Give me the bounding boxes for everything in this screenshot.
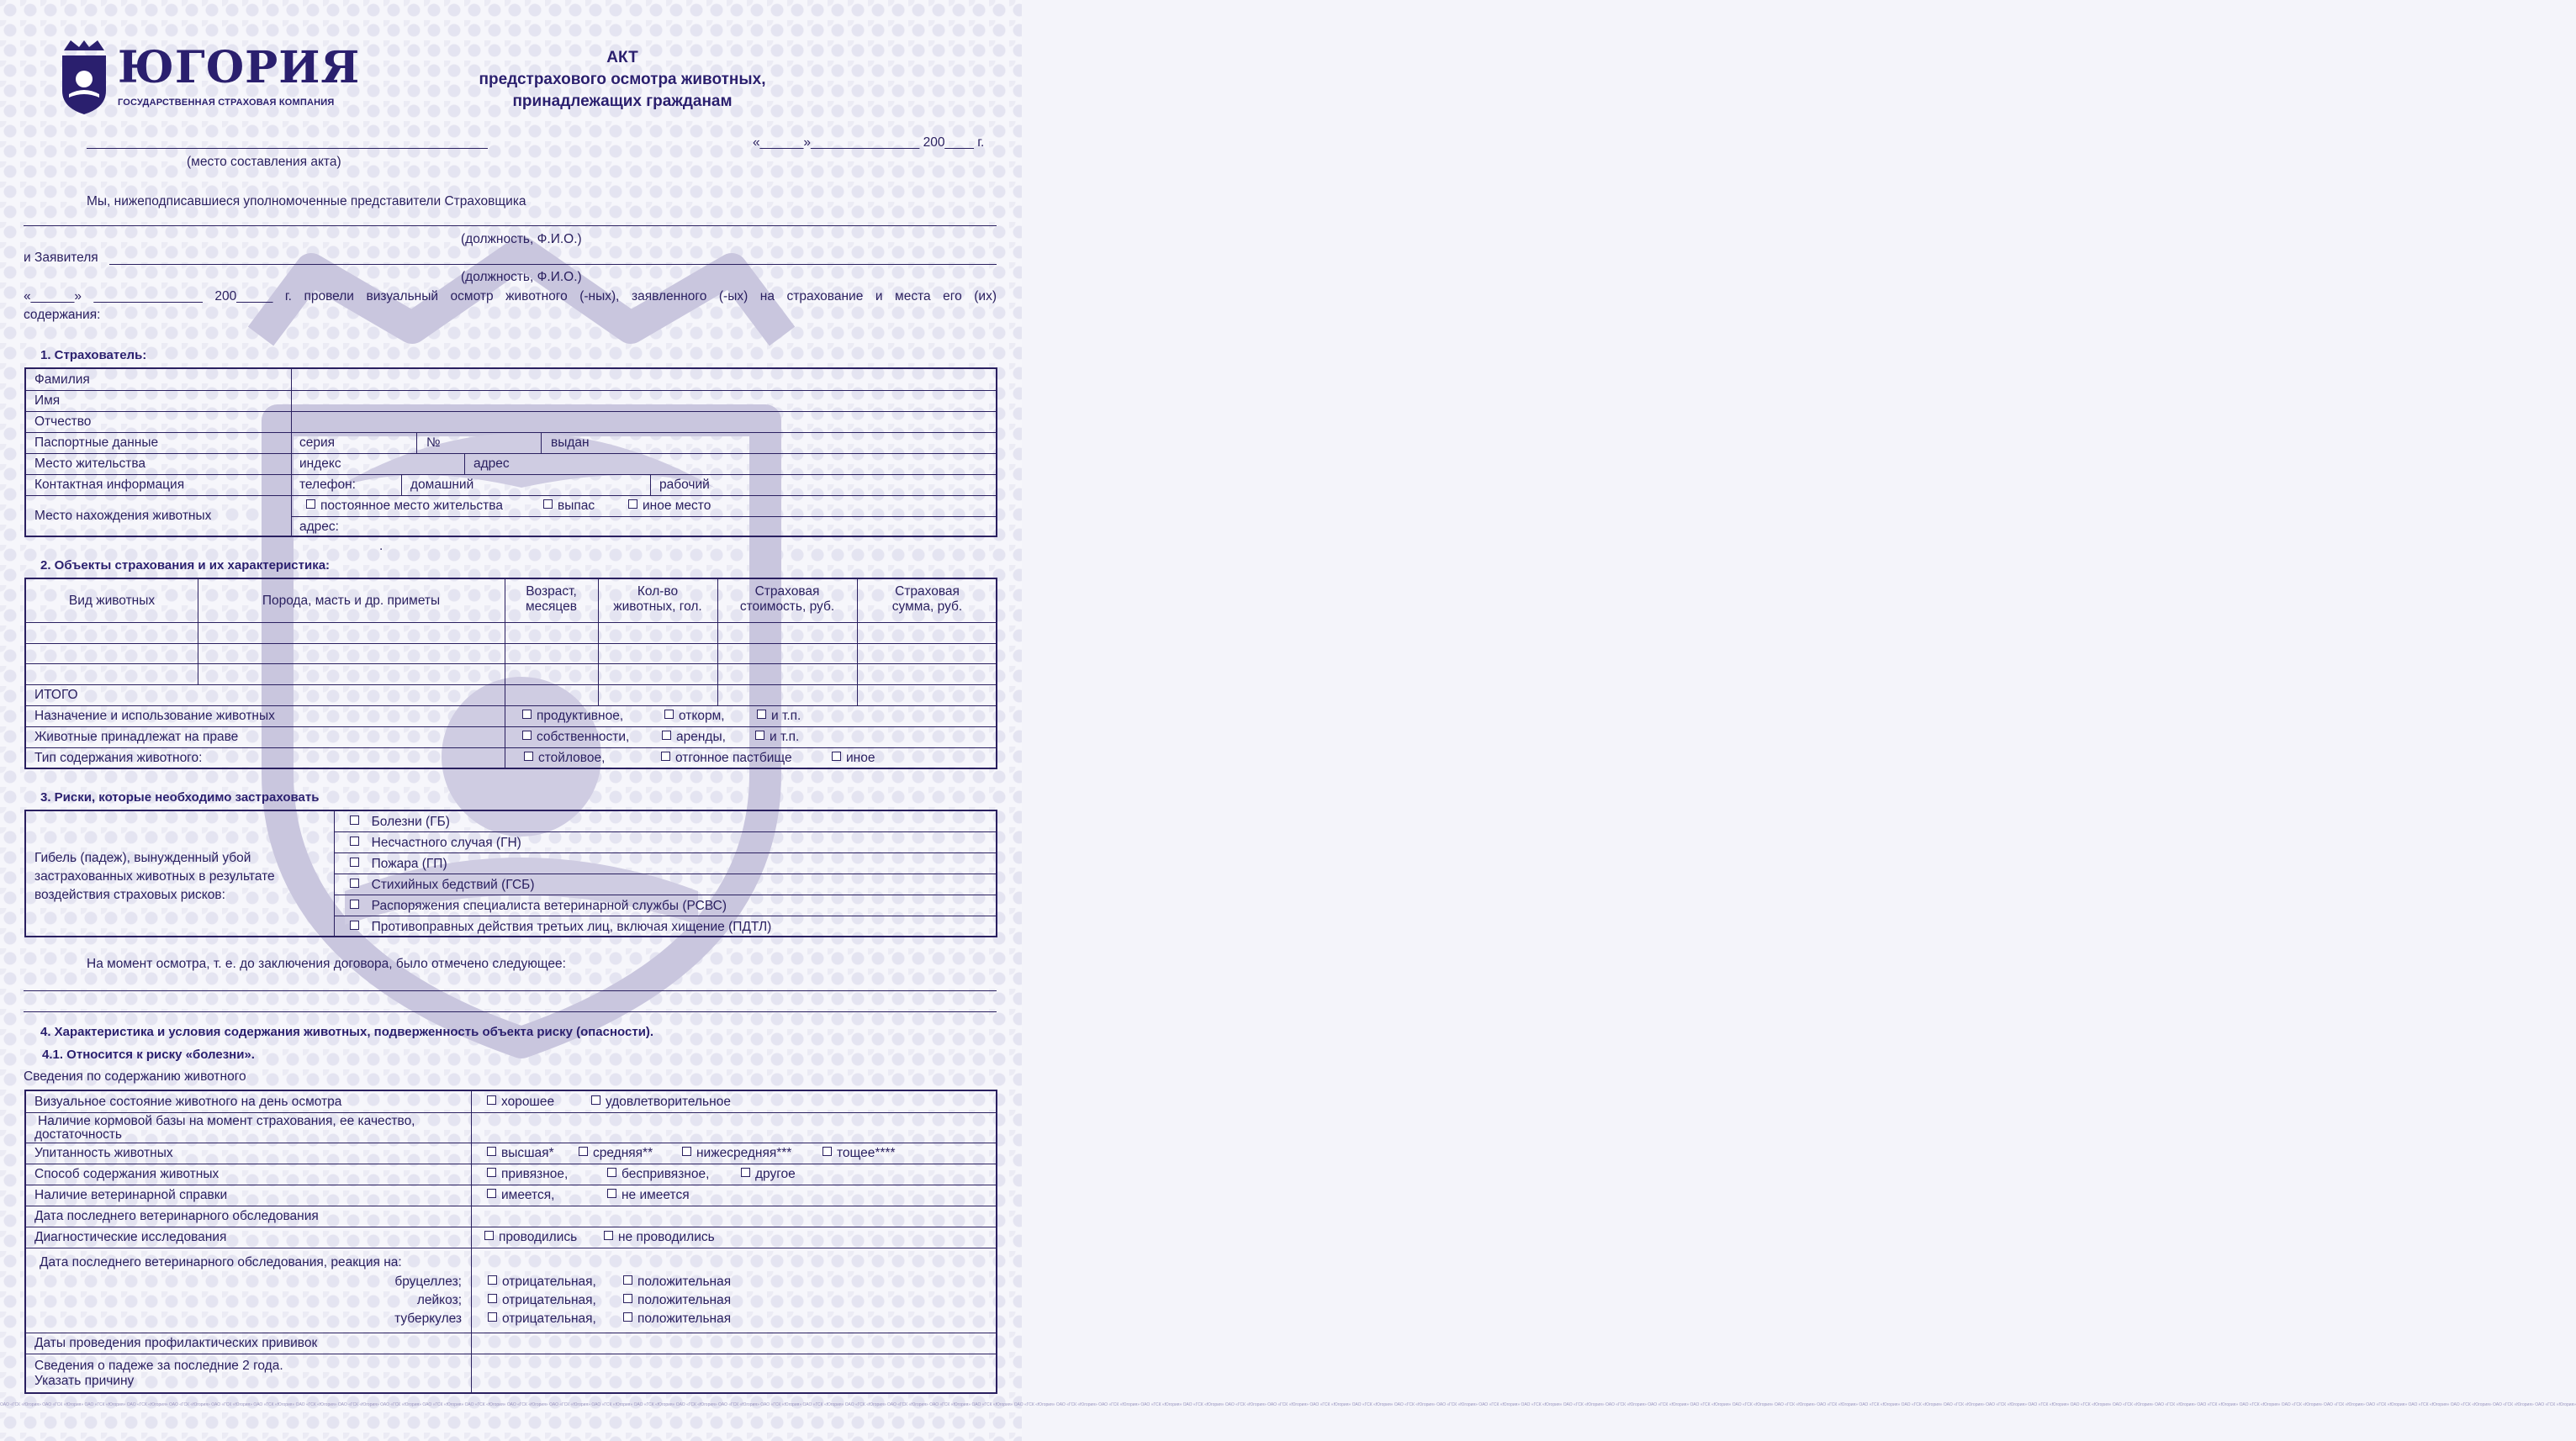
- surname-label: Фамилия: [34, 372, 90, 387]
- checkbox[interactable]: [607, 1168, 616, 1177]
- checkbox[interactable]: [522, 731, 532, 740]
- checkbox[interactable]: [755, 731, 764, 740]
- right-ownership-option[interactable]: собственности,: [522, 730, 629, 745]
- passport-series-label: серия: [299, 435, 336, 450]
- section-3-title: 3. Риски, которые необходимо застраховать: [40, 790, 320, 805]
- keeping-stall-option[interactable]: стойловое,: [524, 751, 605, 766]
- last-exam-label: Дата последнего ветеринарного обследования: [34, 1209, 319, 1223]
- leukosis-positive-option[interactable]: положительная: [623, 1293, 731, 1308]
- risk-disease-option[interactable]: Болезни (ГБ): [350, 815, 450, 830]
- method-untethered-option[interactable]: беспривязное,: [607, 1167, 709, 1182]
- representatives-text: Мы, нижеподписавшиеся уполномоченные представители Страховщика: [87, 194, 526, 208]
- name-label: Имя: [34, 393, 61, 408]
- checkbox[interactable]: [661, 752, 670, 761]
- location-pasture-option[interactable]: выпас: [543, 499, 595, 514]
- checkbox[interactable]: [628, 499, 637, 509]
- visual-satisfactory-option[interactable]: удовлетворительное: [591, 1095, 731, 1110]
- checkbox[interactable]: [350, 921, 359, 930]
- brucellosis-label: бруцеллез;: [394, 1275, 462, 1289]
- checkbox[interactable]: [487, 1095, 496, 1105]
- representatives-line[interactable]: [24, 225, 997, 226]
- checkbox[interactable]: [488, 1312, 497, 1322]
- checkbox[interactable]: [522, 710, 532, 719]
- brucellosis-negative-option[interactable]: отрицательная,: [488, 1275, 596, 1290]
- applicant-label: и Заявителя: [24, 251, 98, 265]
- contact-label: Контактная информация: [34, 478, 185, 492]
- checkbox[interactable]: [604, 1231, 613, 1240]
- reaction-label: Дата последнего ветеринарного обследования, реакция на:: [40, 1255, 402, 1269]
- risk-fire-option[interactable]: Пожара (ГП): [350, 857, 447, 872]
- title-line-1: АКТ: [606, 49, 638, 66]
- deaths-label: Сведения о падеже за последние 2 года. Указать причину: [34, 1359, 283, 1388]
- checkbox[interactable]: [623, 1312, 632, 1322]
- tuberculosis-label: туберкулез: [394, 1312, 462, 1326]
- keeping-pasture-option[interactable]: отгонное пастбище: [661, 751, 792, 766]
- observation-line-1[interactable]: [24, 990, 997, 991]
- checkbox[interactable]: [543, 499, 553, 509]
- risk-vet-order-option[interactable]: Распоряжения специалиста ветеринарной службы (РСВС): [350, 899, 727, 914]
- checkbox[interactable]: [488, 1294, 497, 1303]
- insured-table: [24, 367, 997, 537]
- risk-third-party-option[interactable]: Противоправных действия третьих лиц, включая хищение (ПДТЛ): [350, 920, 771, 935]
- checkbox[interactable]: [350, 900, 359, 909]
- col-breed: Порода, масть и др. приметы: [262, 594, 441, 608]
- patronymic-label: Отчество: [34, 414, 92, 429]
- checkbox[interactable]: [524, 752, 533, 761]
- purpose-etc-option[interactable]: и т.п.: [757, 709, 801, 724]
- col-age: Возраст, месяцев: [526, 584, 577, 614]
- checkbox[interactable]: [823, 1147, 832, 1156]
- checkbox[interactable]: [487, 1189, 496, 1198]
- checkbox[interactable]: [623, 1275, 632, 1285]
- cert-no-option[interactable]: не имеется: [607, 1188, 690, 1203]
- risks-left-label: Гибель (падеж), вынужденный убой застрахованных животных в результате воздействия страховых рисков:: [34, 851, 275, 902]
- fatness-high-option[interactable]: высшая*: [487, 1146, 554, 1161]
- col-kind: Вид животных: [68, 594, 156, 608]
- location-other-option[interactable]: иное место: [628, 499, 711, 514]
- applicant-line[interactable]: [109, 264, 997, 265]
- footer-microtext: ОАО «ГСК «Югория» ОАО «ГСК «Югория» ОАО «ГСК «Югория» ОАО «ГСК «Югория» ОАО «ГСК «Югория» ОАО «ГСК «Югория» ОАО «ГСК «Югория» ОАО «ГСК «Югория» ОАО «ГСК «Югория» ОАО «ГСК «Югория» ОАО «ГСК «Югория» ОАО «ГСК «Югория» ОАО «ГСК «Югория» ОАО «ГСК «Югория» ОАО «ГСК «Югория» ОАО «ГСК «Югория» ОАО «ГСК «Югория» ОАО «ГСК «Югория» ОАО «ГСК «Югория» ОАО «ГСК «Югория» ОАО «ГСК «Югория» ОАО «ГСК «Югория» ОАО «ГСК «Югория» ОАО «ГСК «Югория» ОАО «ГСК «Югория» ОАО «ГСК «Югория» ОАО «ГСК «Югория» ОАО «ГСК «Югория» ОАО «ГСК «Югория» ОАО «ГСК «Югория» ОАО «ГСК «Югория» ОАО «ГСК «Югория» ОАО «ГСК «Югория» ОАО «ГСК «Югория» ОАО «ГСК «Югория» ОАО «ГСК «Югория» ОАО «ГСК «Югория» ОАО «ГСК «Югория» ОАО «ГСК «Югория» ОАО «ГСК «Югория» ОАО «ГСК «Югория» ОАО «ГСК «Югория» ОАО «ГСК «Югория» ОАО «ГСК «Югория» ОАО «ГСК «Югория» ОАО «ГСК «Югория» ОАО «ГСК «Югория» ОАО «ГСК «Югория» ОАО «ГСК «Югория» ОАО «ГСК «Югория» ОАО «ГСК «Югория» ОАО «ГСК «Югория» ОАО «ГСК «Югория» ОАО «ГСК «Югория» ОАО «ГСК «Югория» ОАО «ГСК «Югория» ОАО «ГСК «Югория» ОАО «ГСК «Югория» ОАО «ГСК «Югория» ОАО «ГСК «Югория» ОАО «ГСК «Югория»: [0, 1402, 2576, 1407]
- objects-table: [24, 578, 997, 769]
- location-address-label: адрес:: [299, 520, 339, 534]
- checkbox[interactable]: [350, 837, 359, 846]
- checkbox[interactable]: [623, 1294, 632, 1303]
- position-caption-1: (должность, Ф.И.О.): [461, 232, 582, 246]
- leukosis-label: лейкоз;: [416, 1293, 462, 1307]
- checkbox[interactable]: [350, 879, 359, 888]
- section-1-title: 1. Страхователь:: [40, 348, 147, 362]
- index-label: индекс: [299, 457, 341, 471]
- logo-subtitle: ГОСУДАРСТВЕННАЯ СТРАХОВАЯ КОМПАНИЯ: [118, 98, 335, 108]
- risk-accident-option[interactable]: Несчастного случая (ГН): [350, 836, 521, 851]
- checkbox[interactable]: [664, 710, 674, 719]
- position-caption-2: (должность, Ф.И.О.): [461, 270, 582, 284]
- brucellosis-positive-option[interactable]: положительная: [623, 1275, 731, 1290]
- checkbox[interactable]: [488, 1275, 497, 1285]
- title-line-3: принадлежащих гражданам: [512, 92, 733, 110]
- residence-label: Место жительства: [34, 457, 146, 471]
- checkbox[interactable]: [487, 1147, 496, 1156]
- checkbox[interactable]: [484, 1231, 494, 1240]
- logo-name: ЮГОРИЯ: [118, 42, 361, 93]
- section-4-1-title: 4.1. Относится к риску «болезни».: [42, 1048, 255, 1062]
- checkbox[interactable]: [662, 731, 671, 740]
- section-4-caption: Сведения по содержанию животного: [24, 1069, 246, 1084]
- section-4-title: 4. Характеристика и условия содержания животных, подверженность объекта риску (опасности).: [40, 1025, 654, 1039]
- passport-label: Паспортные данные: [34, 435, 159, 450]
- purpose-label: Назначение и использование животных: [34, 709, 275, 723]
- inspection-text-2: содержания:: [24, 308, 101, 322]
- checkbox[interactable]: [579, 1147, 588, 1156]
- diag-not-done-option[interactable]: не проводились: [604, 1230, 715, 1245]
- conditions-table: [24, 1090, 997, 1394]
- place-line[interactable]: [87, 148, 488, 149]
- document-title: [437, 47, 807, 113]
- keeping-label: Тип содержания животного:: [34, 751, 203, 765]
- tuberculosis-positive-option[interactable]: положительная: [623, 1312, 731, 1327]
- checkbox[interactable]: [487, 1168, 496, 1177]
- col-count: Кол-во животных, гол.: [613, 584, 702, 614]
- place-caption: (место составления акта): [187, 155, 341, 169]
- visual-good-option[interactable]: хорошее: [487, 1095, 554, 1110]
- company-logo: [59, 39, 361, 119]
- fatness-below-medium-option[interactable]: нижесредняя***: [682, 1146, 791, 1161]
- purpose-fattening-option[interactable]: откорм,: [664, 709, 725, 724]
- right-etc-option[interactable]: и т.п.: [755, 730, 799, 745]
- home-phone-label: домашний: [410, 478, 474, 492]
- cert-yes-option[interactable]: имеется,: [487, 1188, 554, 1203]
- observation-note: На момент осмотра, т. е. до заключения договора, было отмечено следующее:: [87, 957, 566, 971]
- inspection-text: «______» _______________ 200_____ г. провели визуальный осмотр животного (-ных), заявленного (-ых) на страхование и места его (их): [24, 289, 997, 304]
- shield-icon: [59, 39, 109, 116]
- leukosis-negative-option[interactable]: отрицательная,: [488, 1293, 596, 1308]
- fatness-lean-option[interactable]: тощее****: [823, 1146, 896, 1161]
- risk-disaster-option[interactable]: Стихийных бедствий (ГСБ): [350, 878, 535, 893]
- risks-table: [24, 810, 997, 937]
- checkbox[interactable]: [306, 499, 315, 509]
- checkbox[interactable]: [757, 710, 766, 719]
- purpose-productive-option[interactable]: продуктивное,: [522, 709, 623, 724]
- date-field[interactable]: «______»_______________ 200____ г.: [753, 135, 985, 150]
- checkbox[interactable]: [832, 752, 841, 761]
- right-label: Животные принадлежат на праве: [34, 730, 239, 744]
- passport-issued-label: выдан: [551, 435, 590, 450]
- keeping-method-label: Способ содержания животных: [34, 1167, 220, 1181]
- phone-label: телефон:: [299, 478, 356, 492]
- address-label: адрес: [473, 457, 510, 471]
- diag-done-option[interactable]: проводились: [484, 1230, 577, 1245]
- observation-line-2[interactable]: [24, 1011, 997, 1012]
- fatness-medium-option[interactable]: средняя**: [579, 1146, 653, 1161]
- total-label: ИТОГО: [34, 688, 78, 702]
- checkbox[interactable]: [607, 1189, 616, 1198]
- checkbox[interactable]: [741, 1168, 750, 1177]
- tuberculosis-negative-option[interactable]: отрицательная,: [488, 1312, 596, 1327]
- stray-dot: .: [379, 539, 383, 553]
- feed-base-label: Наличие кормовой базы на момент страхования, ее качество, достаточность: [34, 1114, 415, 1142]
- checkbox[interactable]: [591, 1095, 600, 1105]
- visual-state-label: Визуальное состояние животного на день осмотра: [34, 1095, 342, 1109]
- section-2-title: 2. Объекты страхования и их характеристика:: [40, 558, 331, 573]
- right-lease-option[interactable]: аренды,: [662, 730, 726, 745]
- vet-certificate-label: Наличие ветеринарной справки: [34, 1188, 228, 1202]
- diagnostics-label: Диагностические исследования: [34, 1230, 227, 1244]
- location-permanent-option[interactable]: постоянное место жительства: [306, 499, 503, 514]
- method-tethered-option[interactable]: привязное,: [487, 1167, 568, 1182]
- work-phone-label: рабочий: [659, 478, 710, 492]
- title-line-2: предстрахового осмотра животных,: [479, 71, 766, 88]
- fatness-label: Упитанность животных: [34, 1146, 173, 1160]
- checkbox[interactable]: [682, 1147, 691, 1156]
- keeping-other-option[interactable]: иное: [832, 751, 875, 766]
- col-value: Страховая стоимость, руб.: [739, 584, 835, 614]
- passport-number-label: №: [426, 435, 441, 450]
- col-sum: Страховая сумма, руб.: [891, 584, 963, 614]
- method-other-option[interactable]: другое: [741, 1167, 796, 1182]
- checkbox[interactable]: [350, 816, 359, 825]
- vaccinations-label: Даты проведения профилактических прививок: [34, 1336, 318, 1350]
- checkbox[interactable]: [350, 858, 359, 867]
- animals-location-label: Место нахождения животных: [34, 509, 212, 523]
